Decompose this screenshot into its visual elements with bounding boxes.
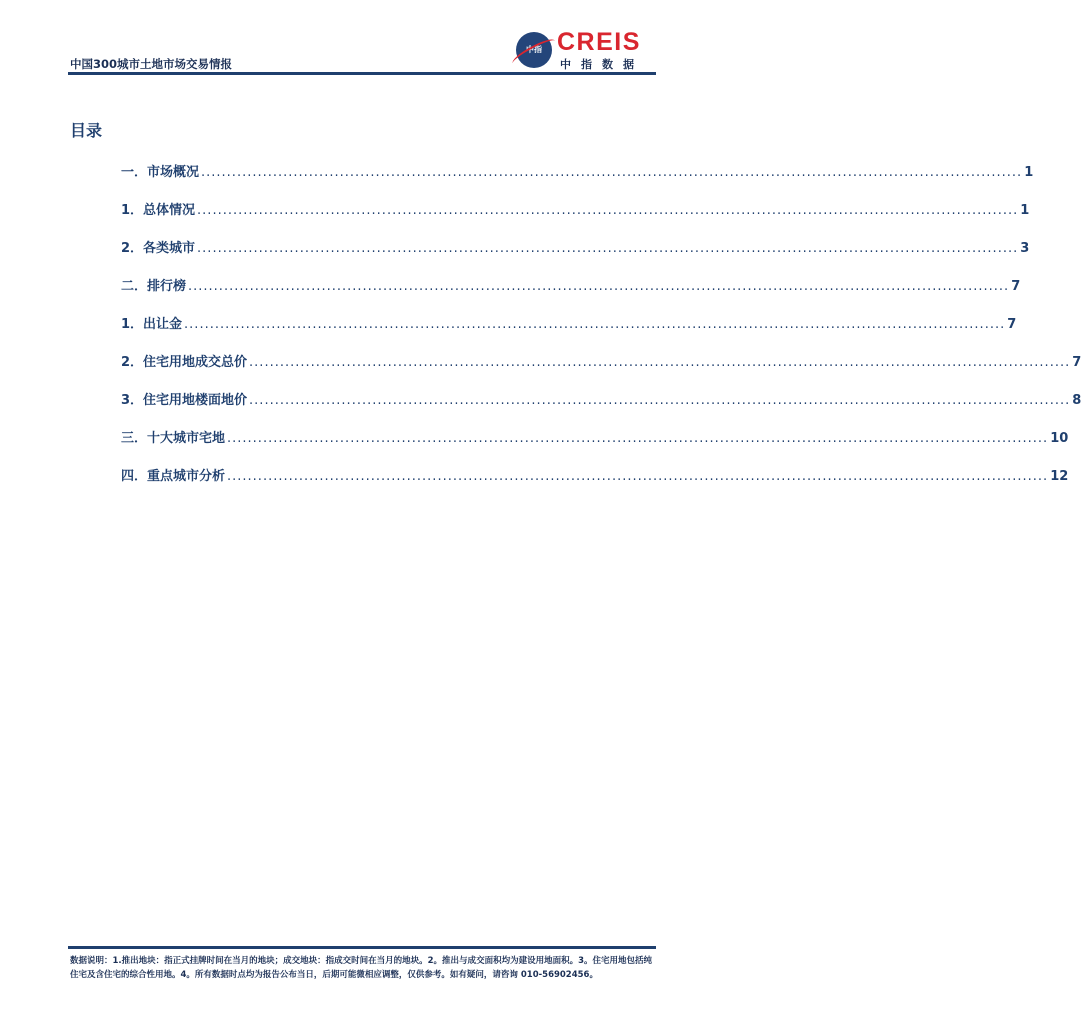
toc-entry[interactable] xyxy=(121,199,1030,218)
toc-entry[interactable] xyxy=(121,313,1017,332)
toc-leader-dots: ................................................................................................................................................................ xyxy=(249,355,1071,370)
toc-entry[interactable] xyxy=(121,237,1030,256)
toc-entry-label: 二．排行榜 xyxy=(121,279,187,294)
toc-entry[interactable] xyxy=(121,275,1021,294)
toc-entry-label: 一．市场概况 xyxy=(121,165,200,180)
toc-leader-dots: ................................................................................................................................................................ xyxy=(227,469,1049,484)
toc-entry-label: 1．出让金 xyxy=(121,317,183,332)
toc-entry-page: 7 xyxy=(1072,355,1081,370)
toc-leader-dots: ................................................................................................................................................................ xyxy=(197,241,1019,256)
toc-heading: 目录 xyxy=(70,121,103,140)
toc-entry-label: 2．各类城市 xyxy=(121,241,196,256)
toc-entry-page: 1 xyxy=(1020,203,1030,218)
logo-mark-text: 中指 xyxy=(526,45,542,54)
toc-entry-label: 2．住宅用地成交总价 xyxy=(121,355,248,370)
toc-entry[interactable] xyxy=(121,427,1069,446)
toc-leader-dots: ................................................................................................................................................................ xyxy=(188,279,1010,294)
toc-entry-page: 7 xyxy=(1011,279,1021,294)
toc-entry-page: 3 xyxy=(1020,241,1030,256)
toc-entry-page: 1 xyxy=(1024,165,1034,180)
toc-leader-dots: ................................................................................................................................................................ xyxy=(227,431,1049,446)
logo-mark-icon xyxy=(516,32,552,68)
toc-leader-dots: ................................................................................................................................................................ xyxy=(197,203,1019,218)
toc-entry-page: 7 xyxy=(1007,317,1017,332)
toc-entry[interactable] xyxy=(121,389,1081,408)
logo-subtext: 中指数据 xyxy=(560,58,644,71)
toc-entry-label: 1．总体情况 xyxy=(121,203,196,218)
toc-entry[interactable] xyxy=(121,161,1034,180)
toc-entry-label: 三．十大城市宅地 xyxy=(121,431,226,446)
creis-logo xyxy=(516,30,656,72)
logo-wordmark: CREIS xyxy=(557,28,641,56)
footer-divider xyxy=(68,946,656,949)
toc-leader-dots: ................................................................................................................................................................ xyxy=(201,165,1023,180)
toc-entry-label: 3．住宅用地楼面地价 xyxy=(121,393,248,408)
toc-leader-dots: ................................................................................................................................................................ xyxy=(249,393,1071,408)
toc-entry-page: 8 xyxy=(1072,393,1081,408)
toc-entry[interactable] xyxy=(121,351,1081,370)
footer-data-note: 数据说明：1.推出地块：指正式挂牌时间在当月的地块；成交地块：指成交时间在当月的地块。2。推出与成交面积均为建设用地面积。3。住宅用地包括纯住宅及含住宅的综合性用地。4。所有数据时点均为报告公布当日，后期可能微相应调整，仅供参考。如有疑问，请咨询 010-56902456。 xyxy=(70,956,652,980)
toc-entry-page: 12 xyxy=(1050,469,1069,484)
report-title: 中国300城市土地市场交易情报 xyxy=(70,57,233,71)
toc-entry[interactable] xyxy=(121,465,1069,484)
toc-entry-page: 10 xyxy=(1050,431,1069,446)
header-divider xyxy=(68,72,656,75)
toc-leader-dots: ................................................................................................................................................................ xyxy=(184,317,1006,332)
toc-entry-label: 四．重点城市分析 xyxy=(121,469,226,484)
